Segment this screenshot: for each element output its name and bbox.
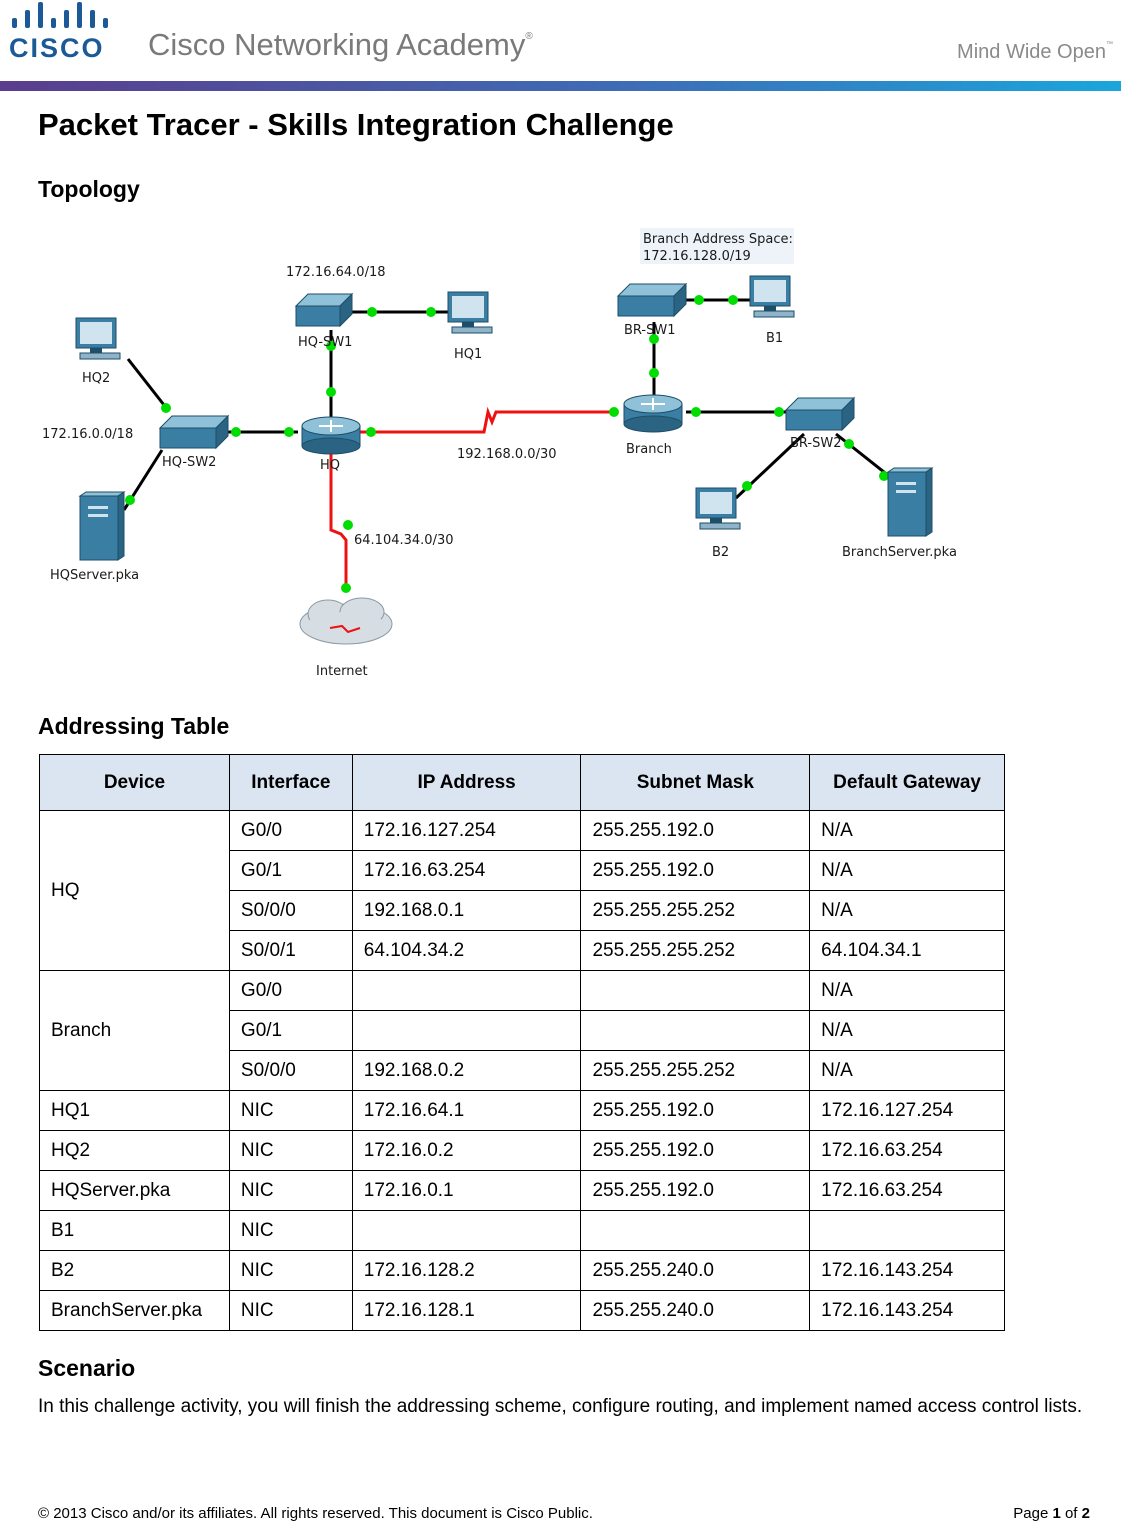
ip-cell: 172.16.128.2 bbox=[352, 1251, 581, 1291]
ip-cell: 172.16.127.254 bbox=[352, 811, 581, 851]
topology-diagram bbox=[36, 222, 996, 684]
device-label-branch: Branch bbox=[626, 442, 672, 457]
gateway-cell: N/A bbox=[810, 851, 1005, 891]
network-label-wan: 192.168.0.0/30 bbox=[457, 447, 557, 462]
device-label-b1: B1 bbox=[766, 331, 784, 346]
table-row bbox=[40, 1171, 1005, 1211]
branch-address-space-label: Branch Address Space: bbox=[643, 232, 793, 247]
column-header: Default Gateway bbox=[810, 755, 1005, 811]
mask-cell: 255.255.192.0 bbox=[581, 1171, 810, 1211]
device-label-hq: HQ bbox=[320, 458, 341, 473]
branch-address-space-value: 172.16.128.0/19 bbox=[643, 249, 751, 264]
interface-cell: NIC bbox=[229, 1211, 352, 1251]
device-label-br-sw2: BR-SW2 bbox=[790, 436, 842, 451]
interface-cell: G0/0 bbox=[229, 811, 352, 851]
addressing-heading: Addressing Table bbox=[38, 713, 230, 739]
interface-cell: NIC bbox=[229, 1131, 352, 1171]
network-label-internet: 64.104.34.0/30 bbox=[354, 533, 454, 548]
gateway-cell: 172.16.143.254 bbox=[810, 1291, 1005, 1331]
interface-cell: NIC bbox=[229, 1291, 352, 1331]
ip-cell: 172.16.63.254 bbox=[352, 851, 581, 891]
switch-icon bbox=[786, 398, 854, 430]
column-header: Subnet Mask bbox=[581, 755, 810, 811]
ip-cell: 64.104.34.2 bbox=[352, 931, 581, 971]
table-row bbox=[40, 1211, 1005, 1251]
device-cell: B1 bbox=[40, 1211, 230, 1251]
switch-icon bbox=[160, 416, 228, 448]
page-number: Page 1 of 2 bbox=[1013, 1505, 1090, 1522]
device-cell: HQ1 bbox=[40, 1091, 230, 1131]
topology-heading: Topology bbox=[38, 176, 140, 202]
mask-cell: 255.255.255.252 bbox=[581, 1051, 810, 1091]
table-row bbox=[40, 971, 1005, 1011]
server-icon bbox=[80, 492, 124, 560]
gateway-cell: N/A bbox=[810, 971, 1005, 1011]
table-row bbox=[40, 1291, 1005, 1331]
device-label-b2: B2 bbox=[712, 545, 730, 560]
server-icon bbox=[888, 468, 932, 536]
mask-cell: 255.255.255.252 bbox=[581, 891, 810, 931]
gateway-cell: N/A bbox=[810, 891, 1005, 931]
page-footer bbox=[38, 1505, 1090, 1522]
ip-cell: 192.168.0.2 bbox=[352, 1051, 581, 1091]
device-label-hq-sw1: HQ-SW1 bbox=[298, 335, 353, 350]
scenario-heading: Scenario bbox=[38, 1355, 136, 1381]
network-label-hq-sw1: 172.16.64.0/18 bbox=[286, 265, 386, 280]
document-title: Packet Tracer - Skills Integration Challenge bbox=[38, 107, 674, 142]
interface-cell: S0/0/0 bbox=[229, 891, 352, 931]
device-label-internet: Internet bbox=[316, 664, 368, 679]
scenario-paragraph: In this challenge activity, you will finish the addressing scheme, configure routing, and implement named access control lists. bbox=[38, 1396, 1083, 1417]
mask-cell: 255.255.240.0 bbox=[581, 1251, 810, 1291]
device-label-hq-sw2: HQ-SW2 bbox=[162, 455, 217, 470]
interface-cell: G0/0 bbox=[229, 971, 352, 1011]
device-label-hq1: HQ1 bbox=[454, 347, 483, 362]
device-label-hq2: HQ2 bbox=[82, 371, 111, 386]
mask-cell: 255.255.192.0 bbox=[581, 811, 810, 851]
mask-cell: 255.255.192.0 bbox=[581, 1131, 810, 1171]
ip-cell: 172.16.0.2 bbox=[352, 1131, 581, 1171]
gateway-cell bbox=[810, 1211, 1005, 1251]
ip-cell: 172.16.128.1 bbox=[352, 1291, 581, 1331]
ip-cell bbox=[352, 971, 581, 1011]
mask-cell: 255.255.255.252 bbox=[581, 931, 810, 971]
switch-icon bbox=[296, 294, 352, 326]
interface-cell: NIC bbox=[229, 1251, 352, 1291]
gateway-cell: 172.16.127.254 bbox=[810, 1091, 1005, 1131]
gateway-cell: 172.16.143.254 bbox=[810, 1251, 1005, 1291]
interface-cell: NIC bbox=[229, 1091, 352, 1131]
pc-icon bbox=[76, 318, 120, 359]
column-header: Device bbox=[40, 755, 230, 811]
switch-icon bbox=[618, 284, 686, 316]
device-label-branch-server: BranchServer.pka bbox=[842, 545, 957, 560]
ip-cell bbox=[352, 1011, 581, 1051]
column-header: IP Address bbox=[352, 755, 581, 811]
pc-icon bbox=[448, 292, 492, 333]
gateway-cell: 172.16.63.254 bbox=[810, 1171, 1005, 1211]
column-header: Interface bbox=[229, 755, 352, 811]
device-label-br-sw1: BR-SW1 bbox=[624, 323, 676, 338]
mask-cell bbox=[581, 1211, 810, 1251]
page-header bbox=[0, 0, 1121, 92]
gateway-cell: N/A bbox=[810, 1011, 1005, 1051]
cloud-icon bbox=[300, 598, 392, 644]
device-cell: B2 bbox=[40, 1251, 230, 1291]
router-icon bbox=[624, 395, 682, 432]
ip-cell: 172.16.64.1 bbox=[352, 1091, 581, 1131]
device-cell: BranchServer.pka bbox=[40, 1291, 230, 1331]
table-header-row bbox=[40, 755, 1005, 811]
serial-links bbox=[331, 412, 614, 592]
table-row bbox=[40, 1251, 1005, 1291]
device-cell: Branch bbox=[40, 971, 230, 1091]
pc-icon bbox=[750, 276, 794, 317]
table-row bbox=[40, 1131, 1005, 1171]
gateway-cell: N/A bbox=[810, 1051, 1005, 1091]
router-icon bbox=[302, 417, 360, 454]
pc-icon bbox=[696, 488, 740, 529]
addressing-table bbox=[39, 754, 1005, 1331]
cisco-logo-text: CISCO bbox=[9, 33, 105, 63]
interface-cell: NIC bbox=[229, 1171, 352, 1211]
mask-cell: 255.255.192.0 bbox=[581, 1091, 810, 1131]
mask-cell bbox=[581, 971, 810, 1011]
ip-cell bbox=[352, 1211, 581, 1251]
gateway-cell: 64.104.34.1 bbox=[810, 931, 1005, 971]
interface-cell: G0/1 bbox=[229, 851, 352, 891]
interface-cell: S0/0/0 bbox=[229, 1051, 352, 1091]
mask-cell: 255.255.240.0 bbox=[581, 1291, 810, 1331]
table-row bbox=[40, 1091, 1005, 1131]
interface-cell: G0/1 bbox=[229, 1011, 352, 1051]
device-cell: HQ bbox=[40, 811, 230, 971]
network-label-hq-sw2: 172.16.0.0/18 bbox=[42, 427, 134, 442]
copyright-notice: © 2013 Cisco and/or its affiliates. All rights reserved. This document is Cisco Public. bbox=[38, 1505, 593, 1522]
interface-cell: S0/0/1 bbox=[229, 931, 352, 971]
slogan: Mind Wide Open™ bbox=[957, 41, 1113, 63]
device-cell: HQ2 bbox=[40, 1131, 230, 1171]
ip-cell: 172.16.0.1 bbox=[352, 1171, 581, 1211]
mask-cell bbox=[581, 1011, 810, 1051]
mask-cell: 255.255.192.0 bbox=[581, 851, 810, 891]
device-cell: HQServer.pka bbox=[40, 1171, 230, 1211]
ip-cell: 192.168.0.1 bbox=[352, 891, 581, 931]
device-label-hq-server: HQServer.pka bbox=[50, 568, 140, 583]
cisco-bridge-logo-icon bbox=[12, 2, 116, 32]
gateway-cell: N/A bbox=[810, 811, 1005, 851]
gateway-cell: 172.16.63.254 bbox=[810, 1131, 1005, 1171]
header-gradient-bar bbox=[0, 81, 1121, 91]
table-row bbox=[40, 811, 1005, 851]
academy-tagline: Cisco Networking Academy® bbox=[148, 27, 533, 62]
